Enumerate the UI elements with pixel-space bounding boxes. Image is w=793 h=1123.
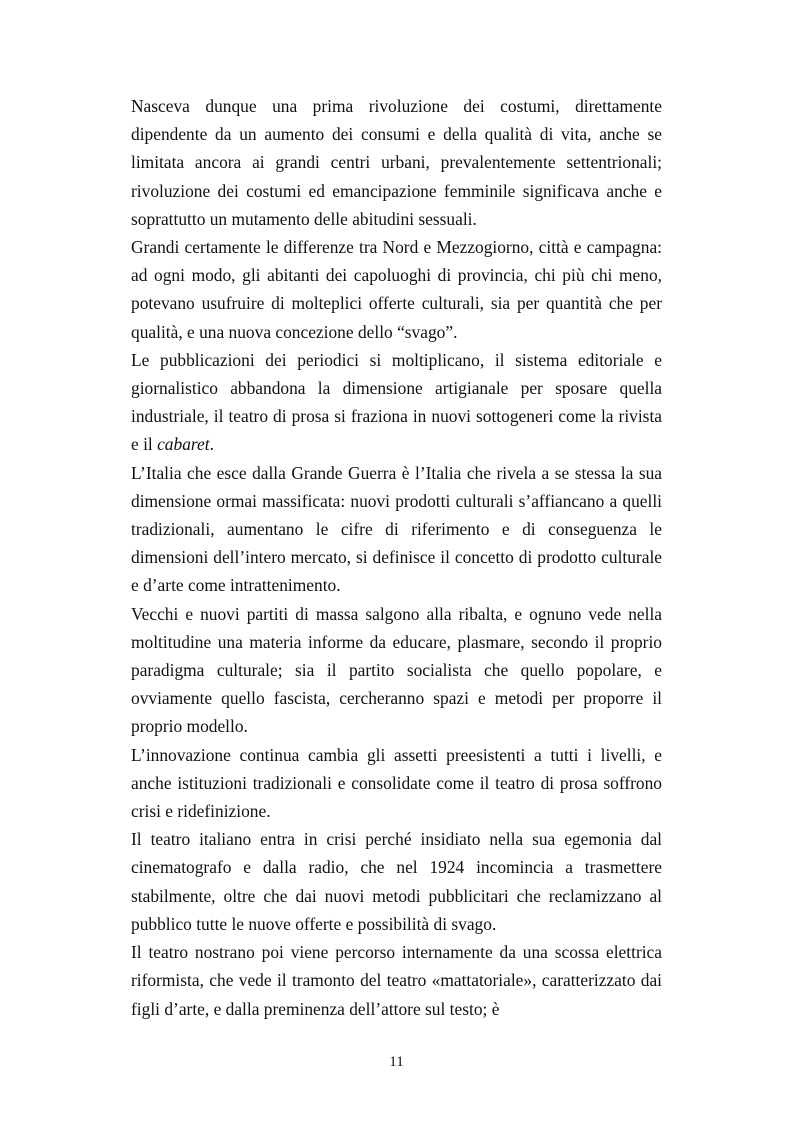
paragraph-2	[131, 233, 662, 346]
paragraph-7-text: Il teatro italiano entra in crisi perché insidiato nella sua egemonia dal cinematografo e dalla radio, che nel 1924 incomincia a trasmettere stabilmente, oltre che dai nuovi metodi pubblicitari che reclamizzano al pubblico tutte le nuove offerte e possibilità di svago.	[131, 829, 662, 934]
paragraph-5-text: Vecchi e nuovi partiti di massa salgono alla ribalta, e ognuno vede nella moltitudine una materia informe da educare, plasmare, secondo il proprio paradigma culturale; sia il partito socialista che quello popolare, e ovviamente quello fascista, cercheranno spazi e metodi per proporre il proprio modello.	[131, 603, 662, 737]
paragraph-6-text: L’innovazione continua cambia gli assetti preesistenti a tutti i livelli, e anche istituzioni tradizionali e consolidate come il teatro di prosa soffrono crisi e ridefinizione.	[131, 744, 662, 822]
paragraph-3-text: Le pubblicazioni dei periodici si moltiplicano, il sistema editoriale e giornalistico abbandona la dimensione artigianale per sposare quella industriale, il teatro di prosa si fraziona in nuovi sottogeneri come la rivista e il	[131, 349, 662, 455]
paragraph-8-text: Il teatro nostrano poi viene percorso internamente da una scossa elettrica riformista, che vede il tramonto del teatro «mattatoriale», caratterizzato dai figli d’arte, e dalla preminenza dell’attore sul testo; è	[131, 942, 662, 1019]
paragraph-6	[131, 741, 662, 826]
paragraph-3-end: .	[209, 434, 214, 455]
paragraph-4-text: L’Italia che esce dalla Grande Guerra è l’Italia che rivela a se stessa la sua dimensione ormai massificata: nuovi prodotti culturali s’affiancano a quelli tradizionali, aumentano le cifre di riferimento e di conseguenza le dimensioni dell’intero mercato, si definisce il concetto di prodotto culturale e d’arte come intrattenimento.	[131, 462, 662, 596]
paragraph-1	[131, 92, 662, 233]
body-text	[131, 92, 662, 1023]
paragraph-1-text: Nasceva dunque una prima rivoluzione dei costumi, direttamente dipendente da un aumento dei consumi e della qualità di vita, anche se limitata ancora ai grandi centri urbani, prevalentemente settentrionali; rivoluzione dei costumi ed emancipazione femminile significava anche e soprattutto un mutamento delle abitudini sessuali.	[131, 96, 662, 229]
paragraph-8	[131, 938, 662, 1023]
paragraph-4	[131, 459, 662, 600]
paragraph-7	[131, 825, 662, 938]
paragraph-2-text: Grandi certamente le differenze tra Nord e Mezzogiorno, città e campagna: ad ogni modo, gli abitanti dei capoluoghi di provincia, chi più chi meno, potevano usufruire di molteplici offerte culturali, sia per quantità che per qualità, e una nuova concezione dello “svago”.	[131, 237, 662, 342]
paragraph-3-italic-term: cabaret	[157, 434, 210, 455]
paragraph-5	[131, 600, 662, 741]
page-number: 11	[389, 1054, 404, 1070]
paragraph-3	[131, 346, 662, 459]
